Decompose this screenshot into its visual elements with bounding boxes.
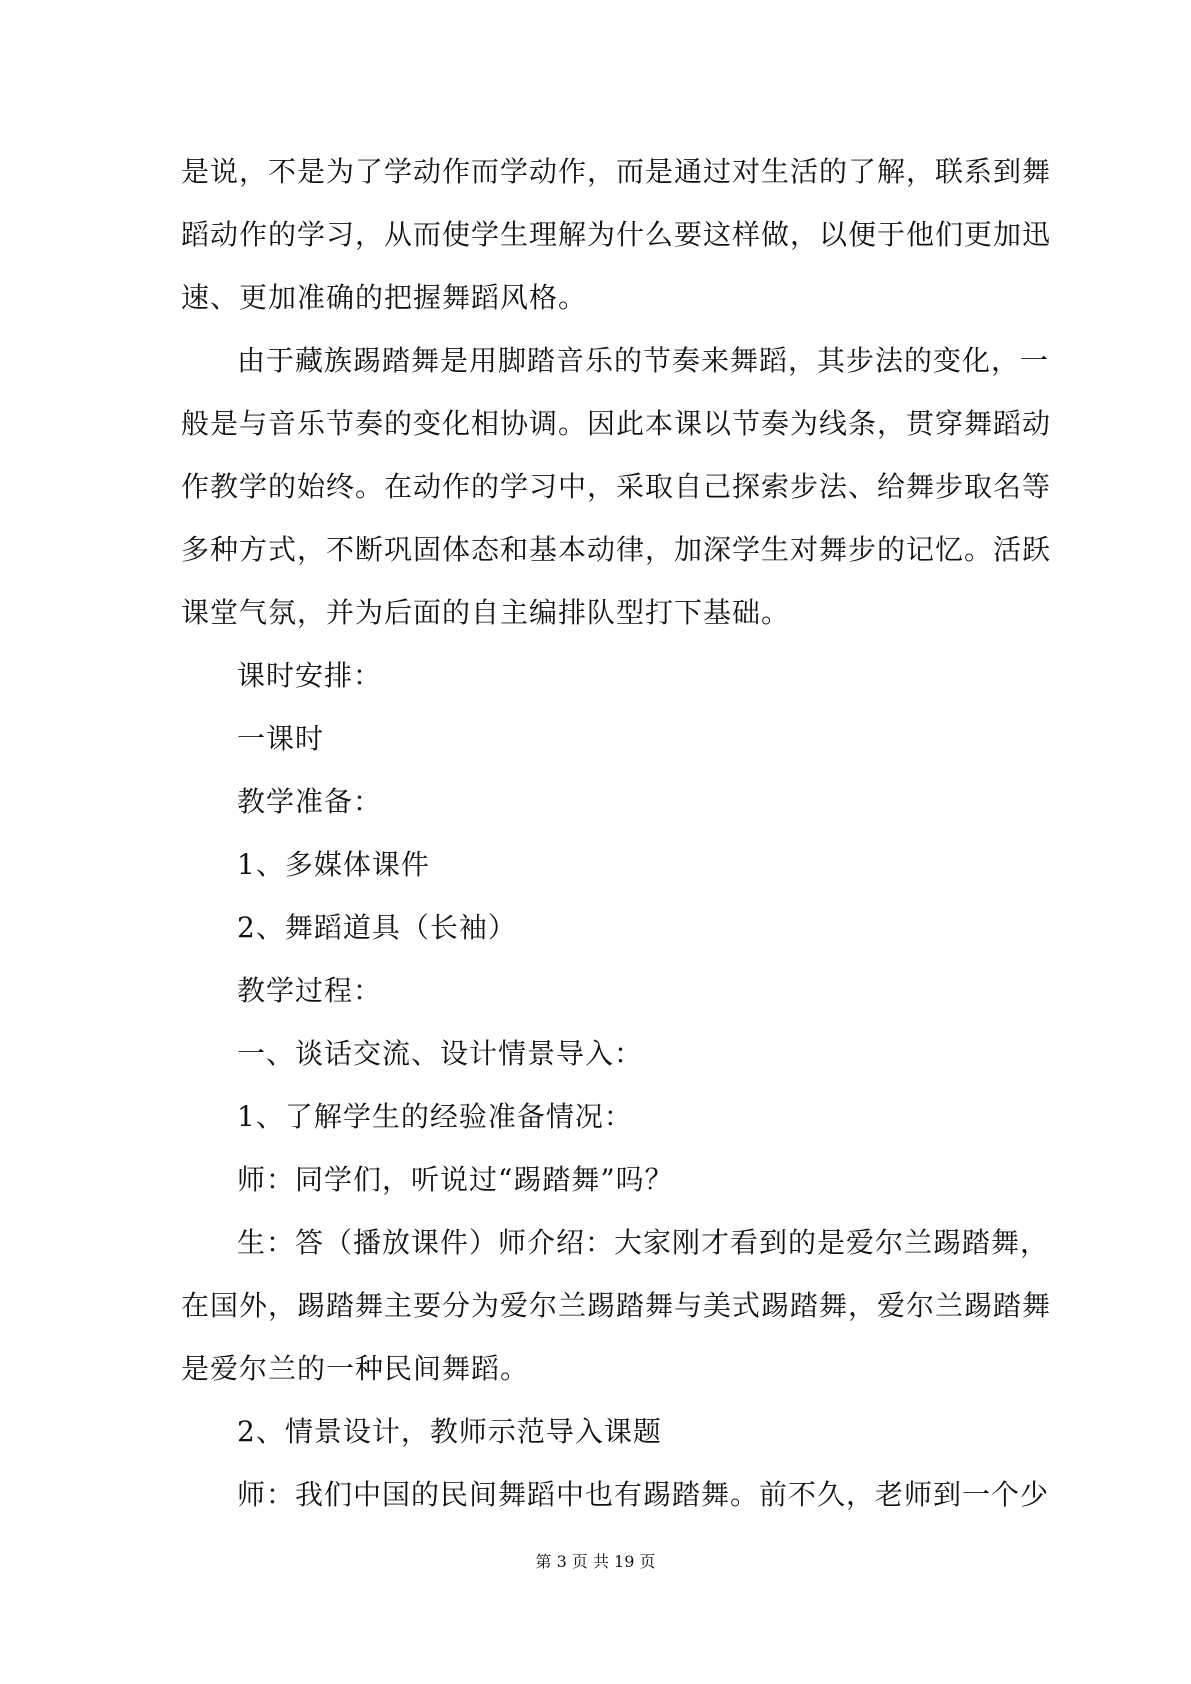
text-line: 是爱尔兰的一种民间舞蹈。 — [181, 1352, 530, 1385]
section-heading-process: 教学过程： — [237, 974, 383, 1007]
list-item: 1、了解学生的经验准备情况： — [237, 1100, 633, 1133]
body-text — [181, 140, 1052, 1526]
text-line: 是说，不是为了学动作而学动作，而是通过对生活的了解，联系到舞 — [181, 155, 1052, 188]
dialogue-line: 师：我们中国的民间舞蹈中也有踢踏舞。前不久，老师到一个少 — [237, 1478, 1050, 1511]
page-footer: 第 3 页 共 19 页 — [535, 1552, 656, 1571]
list-item: 1、多媒体课件 — [237, 848, 430, 881]
text-line: 般是与音乐节奏的变化相协调。因此本课以节奏为线条，贯穿舞蹈动 — [181, 407, 1052, 440]
text-line: 多种方式，不断巩固体态和基本动律，加深学生对舞步的记忆。活跃 — [181, 533, 1052, 566]
text-line: 蹈动作的学习，从而使学生理解为什么要这样做，以便于他们更加迅 — [181, 218, 1052, 251]
text-line: 课堂气氛，并为后面的自主编排队型打下基础。 — [181, 596, 791, 629]
text-line: 在国外，踢踏舞主要分为爱尔兰踢踏舞与美式踢踏舞，爱尔兰踢踏舞 — [181, 1289, 1052, 1322]
list-item: 2、舞蹈道具（长袖） — [237, 911, 517, 944]
section-heading-preparation: 教学准备： — [237, 785, 383, 818]
subsection-heading: 一、谈话交流、设计情景导入： — [237, 1037, 644, 1070]
text-line: 一课时 — [237, 722, 325, 755]
paragraph-start-line: 由于藏族踢踏舞是用脚踏音乐的节奏来舞蹈，其步法的变化，一 — [237, 344, 1050, 377]
text-line: 速、更加准确的把握舞蹈风格。 — [181, 281, 588, 314]
list-item: 2、情景设计，教师示范导入课题 — [237, 1415, 662, 1448]
dialogue-line: 生：答（播放课件）师介绍：大家刚才看到的是爱尔兰踢踏舞， — [237, 1226, 1050, 1259]
text-line: 作教学的始终。在动作的学习中，采取自己探索步法、给舞步取名等 — [181, 470, 1052, 503]
dialogue-line: 师：同学们，听说过“踢踏舞”吗？ — [237, 1163, 674, 1196]
section-heading-schedule: 课时安排： — [237, 659, 383, 692]
